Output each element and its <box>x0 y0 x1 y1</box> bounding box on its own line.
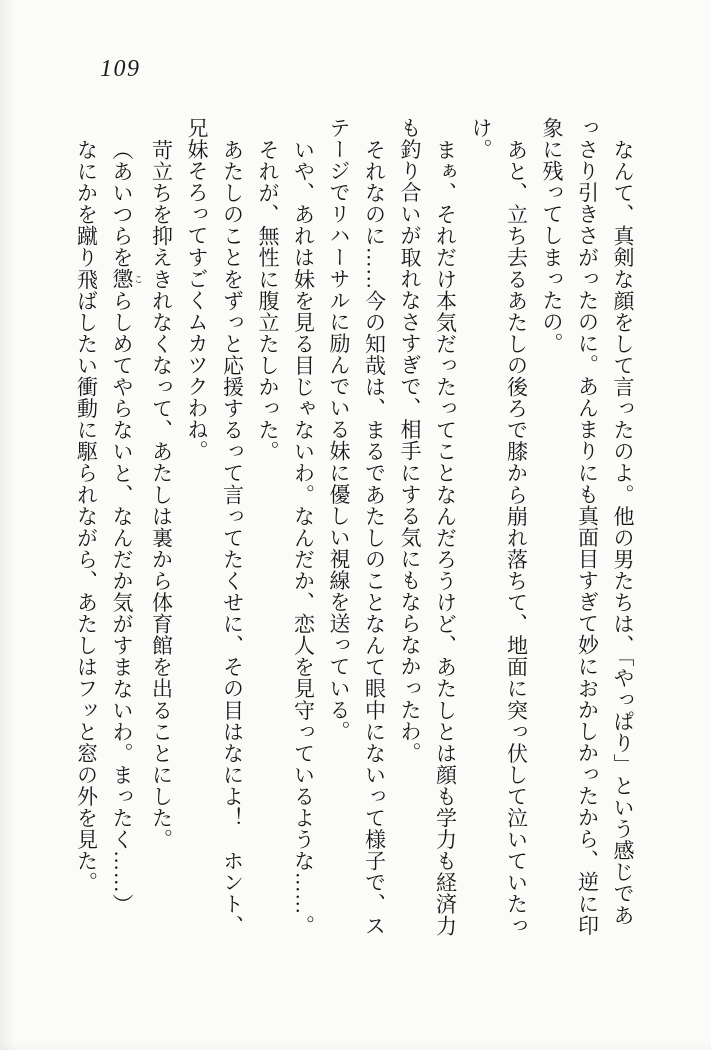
text-line: 象に残ってしまったの。 <box>540 117 564 355</box>
text-line: あたしのことをずっと応援するって言ってたくせに、その目はなによ！ ホント、 <box>220 138 245 936</box>
text-line: （あいつらを懲 こらしめてやらないと、なんだか気がすまないわ。まったく……） <box>110 138 143 915</box>
text-line: それなのに……今の知哉は、まるであたしのことなんて眼中にないって様子で、ス <box>362 138 387 936</box>
text-line: 兄妹そろってすごくムカツクわね。 <box>185 117 209 462</box>
text-line: 苛立ちを抑えきれなくなって、あたしは裏から体育館を出ることにした。 <box>149 138 174 850</box>
text-line: まぁ、それだけ本気だったってことなんだろうけど、あたしとは顔も学力も経済力 <box>433 138 458 936</box>
page-text-block <box>68 117 640 943</box>
text-line: なにかを蹴り飛ばしたい衝動に駆られながら、あたしはフッと窓の外を見た。 <box>74 138 99 893</box>
text-line: いや、あれは妹を見る目じゃないわ。なんだか、恋人を見守っているような……。 <box>291 138 316 936</box>
text-line: テージでリハーサルに励んでいる妹に優しい視線を送っている。 <box>327 117 351 742</box>
text-line: あと、立ち去るあたしの後ろで膝から崩れ落ちて、地面に突っ伏して泣いていたっ <box>504 138 529 936</box>
text-line: なんて、真剣な顔をして言ったのよ。他の男たちは、「やっぱり」という感じであ <box>611 138 635 926</box>
text-line: け。 <box>469 117 493 161</box>
page-number: 109 <box>100 56 141 82</box>
text-line: それが、無性に腹立たしかった。 <box>256 138 280 462</box>
text-line: っさり引きさがったのに。あんまりにも真面目すぎて妙におかしかったから、逆に印 <box>575 117 600 936</box>
text-line: も釣り合いが取れなさすぎで、相手にする気にもならなかったわ。 <box>398 117 422 764</box>
